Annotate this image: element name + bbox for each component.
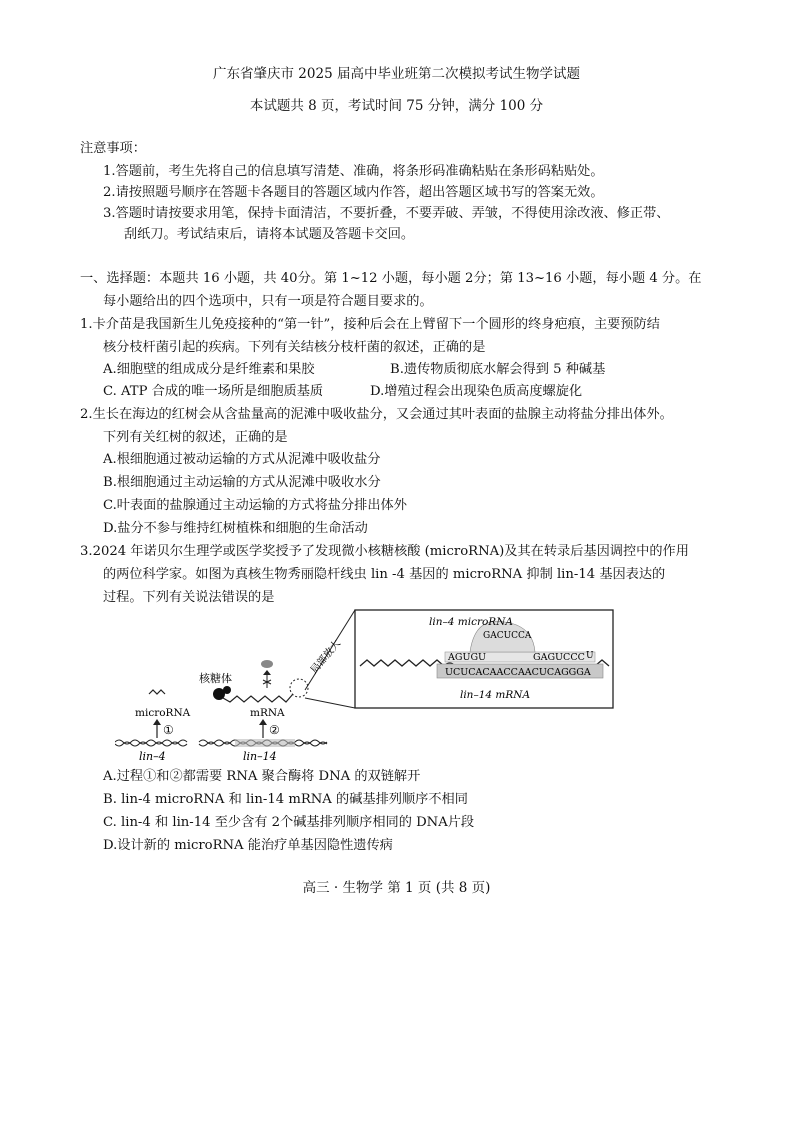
arrow-step1 (153, 719, 161, 725)
page-footer: 高三 · 生物学 第 1 页 (共 8 页) (302, 880, 491, 896)
q1-option-a: A.细胞壁的组成成分是纤维素和果胶 (103, 362, 315, 377)
ribosome-label: 核糖体 (199, 672, 232, 685)
step1-label: ① (163, 723, 174, 737)
microrna-label: microRNA (135, 707, 191, 719)
q3-stem: 3.2024 年诺贝尔生理学或医学奖授予了发现微小核糖核酸 (microRNA)及其在转录后基因调控中的作用 (80, 544, 689, 559)
gene-lin4-label: lin–4 (139, 750, 166, 763)
q3-option-c: C. lin-4 和 lin-14 至少含有 2个碱基排列顺序相同的 DNA片段 (103, 815, 475, 830)
q2-option-a: A.根细胞通过被动运输的方式从泥滩中吸收盐分 (103, 452, 381, 467)
seq-end: U (586, 651, 594, 661)
q3-figure (115, 608, 615, 763)
q2-stem-cont: 下列有关红树的叙述，正确的是 (103, 430, 288, 445)
notice-heading: 注意事项： (80, 141, 146, 156)
q1-option-d: D.增殖过程会出现染色质高度螺旋化 (370, 384, 583, 399)
page-subtitle: 本试题共 8 页，考试时间 75 分钟，满分 100 分 (249, 98, 544, 114)
q1-option-b: B.遗传物质彻底水解会得到 5 种碱基 (390, 362, 606, 377)
q3-stem-cont-2: 过程。下列有关说法错误的是 (103, 590, 275, 605)
arrow-icon (263, 670, 271, 675)
zoom-connector-line (305, 698, 355, 708)
gene-lin14-label: lin–14 (243, 750, 277, 763)
dna-lin14 (199, 739, 327, 747)
seq-mrna: UCUCACAACCAACUCAGGGA (445, 667, 591, 678)
q1-stem: 1.卡介苗是我国新生儿免疫接种的“第一针”，接种后会在上臂留下一个圆形的终身疤痕，主要预防结 (80, 317, 660, 332)
inset-bottom-label: lin–14 mRNA (459, 689, 531, 701)
q3-stem-cont: 的两位科学家。如图为真核生物秀丽隐杆线虫 lin -4 基因的 microRNA 抑制 lin-14 基因表达的 (103, 567, 666, 582)
dna-lin4 (115, 740, 187, 746)
mrna-label: mRNA (250, 707, 285, 719)
notice-item-1: 1.答题前，考生先将自己的信息填写清楚、准确，将条形码准确粘贴在条形码粘贴处。 (103, 164, 604, 179)
ribosome-icon (223, 686, 231, 694)
q2-option-b: B.根细胞通过主动运输的方式从泥滩中吸收水分 (103, 475, 381, 490)
step2-label: ② (269, 723, 280, 737)
q3-option-d: D.设计新的 microRNA 能治疗单基因隐性遗传病 (103, 838, 393, 853)
q1-stem-cont: 核分枝杆菌引起的疾病。下列有关结核分枝杆菌的叙述，正确的是 (103, 340, 486, 355)
notice-item-2: 2.请按照题号顺序在答题卡各题目的答题区域内作答，超出答题区域书写的答案无效。 (103, 185, 604, 200)
seq-left: AGUGU (448, 652, 487, 663)
q2-option-c: C.叶表面的盐腺通过主动运输的方式将盐分排出体外 (103, 498, 407, 513)
mrna-strand (223, 694, 293, 702)
q3-option-b: B. lin-4 microRNA 和 lin-14 mRNA 的碱基排列顺序不相同 (103, 792, 468, 807)
protein-icon (261, 660, 273, 668)
zoom-label: 局部放大 (308, 638, 344, 676)
page-title: 广东省肇庆市 2025 届高中毕业班第二次模拟考试生物学试题 (213, 66, 580, 82)
inset-top-label: lin–4 microRNA (429, 616, 513, 628)
section-heading-cont: 每小题给出的四个选项中，只有一项是符合题目要求的。 (103, 294, 433, 309)
notice-item-3-cont: 刮纸刀。考试结束后，请将本试题及答题卡交回。 (124, 227, 415, 242)
seq-right: GAGUCCC (533, 652, 585, 663)
q3-option-a: A.过程①和②都需要 RNA 聚合酶将 DNA 的双链解开 (103, 769, 421, 784)
notice-item-3: 3.答题时请按要求用笔，保持卡面清洁，不要折叠，不要弄破、弄皱，不得使用涂改液、修正带、 (103, 206, 670, 221)
section-heading: 一、选择题：本题共 16 小题，共 40分。第 1~12 小题，每小题 2分；第 13~16 小题，每小题 4 分。在 (80, 271, 702, 286)
q2-stem: 2.生长在海边的红树会从含盐量高的泥滩中吸收盐分，又会通过其叶表面的盐腺主动将盐分排出体外。 (80, 407, 673, 422)
q1-option-c: C. ATP 合成的唯一场所是细胞质基质 (103, 384, 324, 399)
q2-option-d: D.盐分不参与维持红树植株和细胞的生命活动 (103, 521, 368, 536)
arrow-step2 (259, 719, 267, 725)
seq-loop: GACUCCA (483, 631, 532, 641)
microrna-strand (149, 690, 165, 694)
